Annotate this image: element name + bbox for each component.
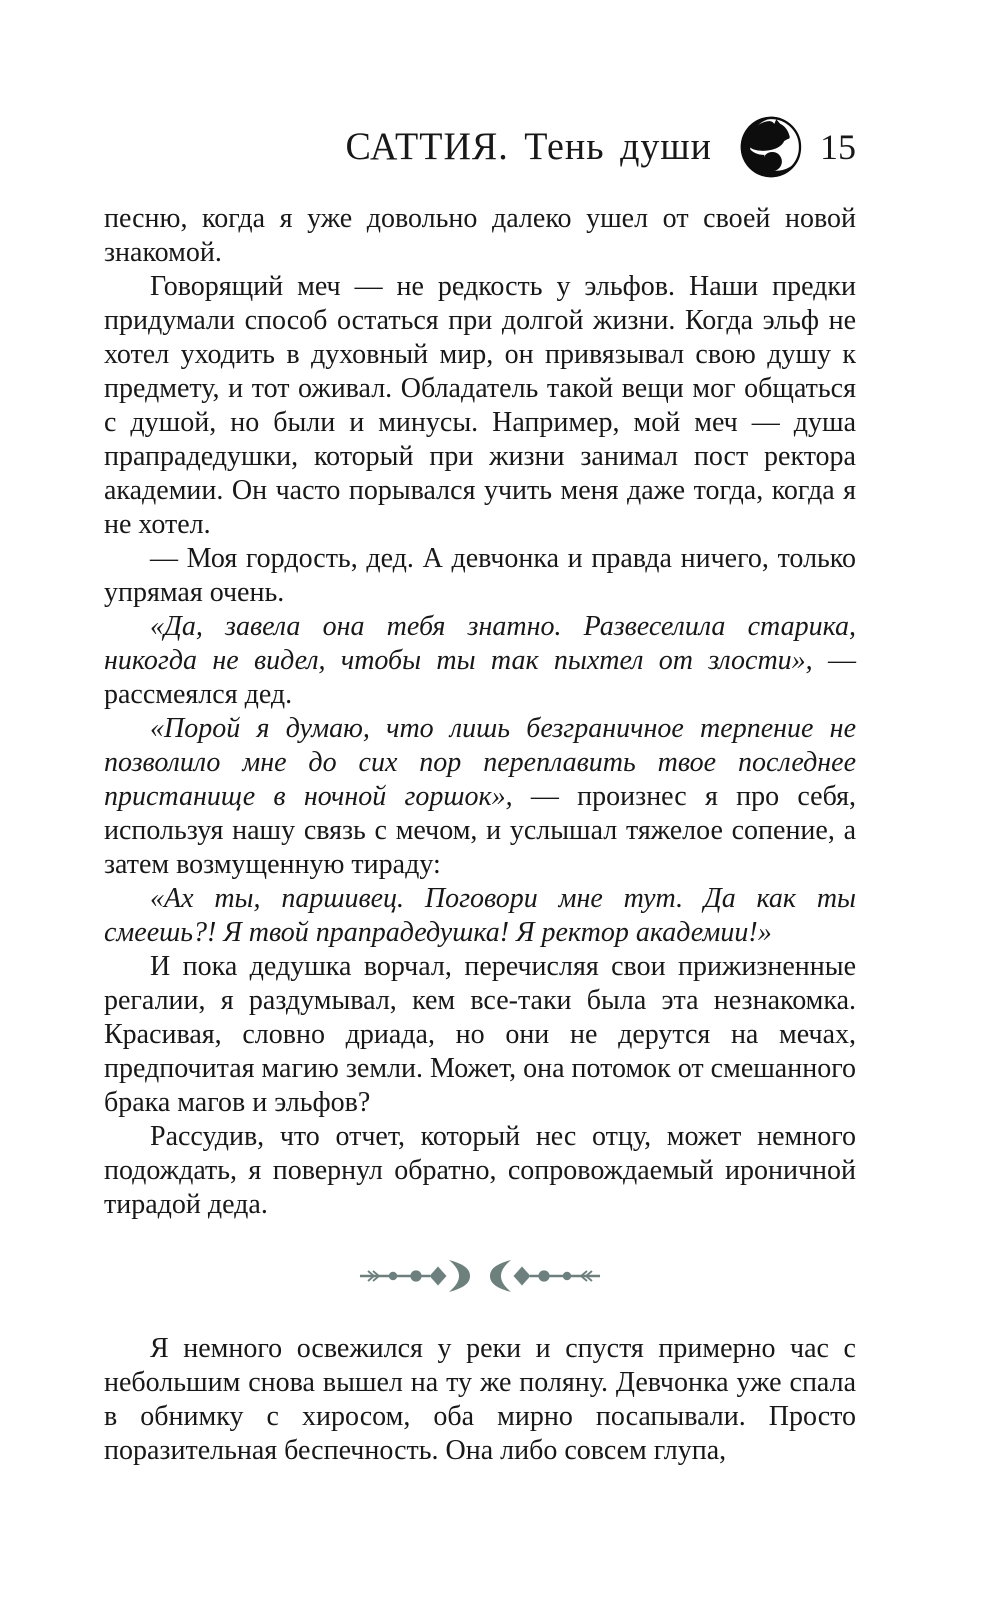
quoted-speech-italic: «Порой я думаю, что лишь безграничное терпение не позволило мне до сих пор переплавить твое последнее пристанище в ночной горшок»,: [104, 713, 856, 812]
paragraph: [104, 270, 856, 542]
panther-emblem-icon: [738, 114, 804, 180]
text-block-top: [104, 202, 856, 1222]
text-segment: Рассудив, что отчет, который нес отцу, может немного подождать, я повернул обратно, сопровождаемый ироничной тирадой деда.: [104, 1121, 856, 1220]
body-text: [104, 202, 856, 1468]
paragraph: [104, 712, 856, 882]
text-segment: И пока дедушка ворчал, перечисляя свои прижизненные регалии, я раздумывал, кем все-таки была эта незнакомка. Красивая, словно дриада, но они не дерутся на мечах, предпочитая магию земли. Может, она потомок от смешанного брака магов и эльфов?: [104, 951, 856, 1118]
paragraph: [104, 542, 856, 610]
paragraph: [104, 1120, 856, 1222]
text-segment: — Моя гордость, дед. А девчонка и правда ничего, только упрямая очень.: [104, 543, 856, 608]
text-block-bottom: [104, 1332, 856, 1468]
text-segment: песню, когда я уже довольно далеко ушел от своей новой знакомой.: [104, 203, 856, 268]
quoted-speech-italic: «Ах ты, паршивец. Поговори мне тут. Да как ты смеешь?! Я твой прапрадедушка! Я ректор академии!»: [104, 883, 856, 948]
paragraph: [104, 610, 856, 712]
quoted-speech-italic: «Да, завела она тебя знатно. Развеселила старика, никогда не видел, чтобы ты так пыхтел от злости»,: [104, 611, 856, 676]
paragraph: [104, 202, 856, 270]
text-segment: Я немного освежился у реки и спустя примерно час с небольшим снова вышел на ту же поляну. Девчонка уже спала в обнимку с хиросом, оба мирно посапывали. Просто поразительная беспечность. Она либо совсем глупа,: [104, 1333, 856, 1466]
text-segment: — рассмеялся дед.: [104, 645, 856, 710]
running-head-title: САТТИЯ. Тень души: [345, 125, 712, 169]
section-divider: [104, 1258, 856, 1294]
paragraph: [104, 1332, 856, 1468]
paragraph: [104, 950, 856, 1120]
text-segment: Говорящий меч — не редкость у эльфов. Наши предки придумали способ остаться при долгой жизни. Когда эльф не хотел уходить в духовный мир, он привязывал свою душу к предмету, и тот оживал. Обладатель такой вещи мог общаться с душой, но были и минусы. Например, мой меч — душа прапрадедушки, который при жизни занимал пост ректора академии. Он часто порывался учить меня даже тогда, когда я не хотел.: [104, 271, 856, 540]
page-number: 15: [820, 127, 856, 167]
paragraph: [104, 882, 856, 950]
page-header: [346, 114, 857, 180]
text-segment: — произнес я про себя, используя нашу связь с мечом, и услышал тяжелое сопение, а затем возмущенную тираду:: [104, 781, 856, 880]
